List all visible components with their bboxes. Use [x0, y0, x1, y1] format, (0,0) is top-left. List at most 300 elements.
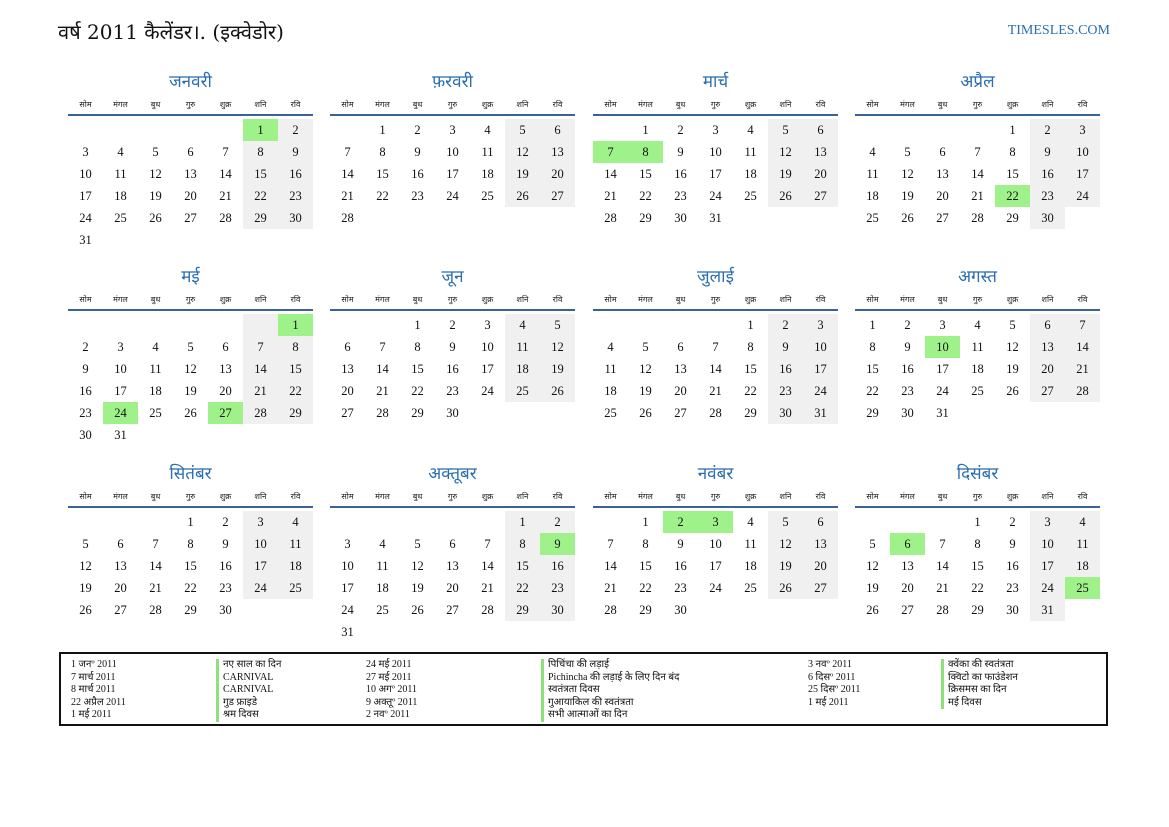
day-cell: 9	[768, 336, 803, 358]
day-cell: 14	[341, 167, 354, 181]
holiday-name: सभी आत्माओं का दिन	[541, 709, 679, 722]
month-calendar	[330, 462, 575, 643]
day-cell: 27	[114, 603, 127, 617]
day-cell: 2	[677, 123, 684, 137]
day-cell: 20	[114, 581, 127, 595]
day-cell: 29	[243, 207, 278, 229]
day-cell: 21	[604, 189, 617, 203]
day-cell: 28	[341, 211, 354, 225]
day-cell: 9	[677, 537, 684, 551]
day-cell: 15	[278, 358, 313, 380]
day-cell: 18	[481, 167, 494, 181]
day-cell: 5	[642, 340, 649, 354]
day-cell: 7	[379, 340, 386, 354]
day-cell: 13	[674, 362, 687, 376]
day-cell: 5	[1009, 318, 1016, 332]
day-cell: 26	[1006, 384, 1019, 398]
day-cell: 10	[481, 340, 494, 354]
weekday-label: रवि	[552, 492, 563, 501]
day-cell: 25	[505, 380, 540, 402]
day-cell: 9	[414, 145, 421, 159]
day-cell: 3	[803, 314, 838, 336]
weekday-label: सोम	[79, 100, 92, 109]
day-cell: 17	[709, 167, 722, 181]
day-cell: 31	[79, 233, 92, 247]
day-cell: 29	[411, 406, 424, 420]
day-cell: 9	[904, 340, 911, 354]
day-cell: 1	[974, 515, 981, 529]
day-cell: 15	[505, 555, 540, 577]
day-cell: 1	[747, 318, 754, 332]
day-cell: 8	[243, 141, 278, 163]
day-cell: 27	[936, 211, 949, 225]
holiday-day-cell: 22	[995, 185, 1030, 207]
day-cell: 23	[219, 581, 232, 595]
weekday-label: मंगल	[900, 295, 915, 304]
day-cell: 25	[481, 189, 494, 203]
empty-cell	[593, 314, 628, 336]
holiday-name: नए साल का दिन	[216, 659, 281, 672]
day-cell: 16	[278, 163, 313, 185]
day-cell: 13	[803, 141, 838, 163]
day-cell: 12	[149, 167, 162, 181]
day-cell: 25	[744, 581, 757, 595]
day-cell: 11	[149, 362, 162, 376]
empty-cell	[365, 511, 400, 533]
weekday-label: बुध	[150, 100, 161, 109]
day-cell: 8	[379, 145, 386, 159]
day-cell: 5	[768, 511, 803, 533]
day-cell: 3	[449, 123, 456, 137]
day-cell: 7	[484, 537, 491, 551]
day-cell: 15	[1006, 167, 1019, 181]
holiday-name: श्रम दिवस	[216, 709, 281, 722]
day-cell: 31	[803, 402, 838, 424]
day-cell: 6	[187, 145, 194, 159]
empty-cell	[173, 314, 208, 336]
day-cell: 30	[1006, 603, 1019, 617]
day-cell: 15	[866, 362, 879, 376]
weekday-label: रवि	[815, 100, 826, 109]
day-cell: 11	[481, 145, 494, 159]
day-cell: 23	[540, 577, 575, 599]
empty-cell	[960, 119, 995, 141]
day-cell: 17	[936, 362, 949, 376]
month-name: मार्च	[702, 72, 729, 92]
holiday-day-cell: 7	[593, 141, 628, 163]
day-cell: 1	[187, 515, 194, 529]
weekday-label: सोम	[866, 492, 879, 501]
weekday-label: गुरु	[447, 492, 458, 501]
day-cell: 3	[117, 340, 124, 354]
day-cell: 20	[803, 163, 838, 185]
holiday-dates-column	[71, 659, 126, 722]
day-grid	[855, 314, 1100, 424]
day-cell: 15	[376, 167, 389, 181]
day-cell: 19	[540, 358, 575, 380]
weekday-label: रवि	[290, 295, 301, 304]
weekday-label: शुक्र	[481, 492, 494, 501]
empty-cell	[470, 511, 505, 533]
weekday-label: सोम	[604, 295, 617, 304]
day-cell: 10	[709, 537, 722, 551]
weekday-label: मंगल	[113, 100, 128, 109]
weekday-label: शुक्र	[219, 295, 232, 304]
day-cell: 26	[768, 185, 803, 207]
day-cell: 20	[341, 384, 354, 398]
day-cell: 26	[540, 380, 575, 402]
day-cell: 10	[341, 559, 354, 573]
holiday-day-cell: 24	[103, 402, 138, 424]
holiday-day-cell: 6	[890, 533, 925, 555]
day-cell: 31	[709, 211, 722, 225]
weekday-label: शुक्र	[219, 492, 232, 501]
site-link[interactable]: TIMESLES.COM	[1007, 23, 1110, 38]
day-cell: 20	[184, 189, 197, 203]
day-cell: 6	[449, 537, 456, 551]
day-cell: 30	[674, 603, 687, 617]
day-cell: 2	[278, 119, 313, 141]
day-cell: 10	[1065, 141, 1100, 163]
holiday-day-cell: 25	[1065, 577, 1100, 599]
day-cell: 9	[278, 141, 313, 163]
empty-cell	[330, 314, 365, 336]
holiday-names-column	[941, 659, 1018, 709]
holiday-day-cell: 1	[243, 119, 278, 141]
weekday-label: शनि	[516, 492, 529, 501]
weekday-label: रवि	[552, 100, 563, 109]
day-cell: 8	[869, 340, 876, 354]
day-cell: 7	[344, 145, 351, 159]
month-name: जून	[441, 267, 464, 287]
day-cell: 19	[639, 384, 652, 398]
day-cell: 15	[744, 362, 757, 376]
day-cell: 3	[712, 123, 719, 137]
empty-cell	[138, 314, 173, 336]
day-cell: 19	[768, 163, 803, 185]
day-cell: 23	[278, 185, 313, 207]
empty-cell	[208, 119, 243, 141]
day-cell: 6	[540, 119, 575, 141]
empty-cell	[593, 511, 628, 533]
day-cell: 25	[971, 384, 984, 398]
day-cell: 24	[243, 577, 278, 599]
empty-cell	[243, 314, 278, 336]
day-cell: 3	[1030, 511, 1065, 533]
holiday-list	[59, 652, 1108, 726]
month-calendar	[68, 70, 313, 251]
holiday-day-cell: 3	[698, 511, 733, 533]
day-cell: 30	[674, 211, 687, 225]
day-cell: 13	[446, 559, 459, 573]
day-cell: 18	[744, 167, 757, 181]
day-cell: 2	[82, 340, 89, 354]
day-cell: 5	[414, 537, 421, 551]
holiday-date: 9 अक्तूº 2011	[366, 696, 418, 708]
day-cell: 2	[1009, 515, 1016, 529]
month-calendar	[855, 265, 1100, 424]
month-name: दिसंबर	[956, 464, 999, 484]
weekday-label: रवि	[815, 295, 826, 304]
day-cell: 29	[278, 402, 313, 424]
day-cell: 3	[484, 318, 491, 332]
day-cell: 19	[149, 189, 162, 203]
month-calendar	[593, 462, 838, 621]
day-cell: 11	[278, 533, 313, 555]
day-cell: 20	[446, 581, 459, 595]
day-cell: 31	[1030, 599, 1065, 621]
day-cell: 13	[219, 362, 232, 376]
day-cell: 21	[149, 581, 162, 595]
months-grid	[68, 70, 1102, 650]
holiday-date: 7 मार्च 2011	[71, 671, 116, 683]
day-cell: 19	[768, 555, 803, 577]
day-cell: 13	[114, 559, 127, 573]
day-cell: 30	[278, 207, 313, 229]
weekday-label: मंगल	[900, 492, 915, 501]
weekday-label: शुक्र	[744, 295, 757, 304]
day-cell: 29	[639, 603, 652, 617]
weekday-label: सोम	[866, 100, 879, 109]
day-cell: 7	[243, 336, 278, 358]
day-cell: 23	[411, 189, 424, 203]
holiday-name: CARNIVAL	[216, 672, 281, 685]
day-cell: 18	[744, 559, 757, 573]
day-cell: 21	[709, 384, 722, 398]
day-cell: 13	[1030, 336, 1065, 358]
day-cell: 26	[901, 211, 914, 225]
day-cell: 1	[1009, 123, 1016, 137]
day-cell: 7	[607, 537, 614, 551]
weekday-label: सोम	[341, 492, 354, 501]
day-cell: 19	[79, 581, 92, 595]
day-cell: 8	[187, 537, 194, 551]
empty-cell	[68, 314, 103, 336]
empty-cell	[365, 314, 400, 336]
day-cell: 25	[149, 406, 162, 420]
day-cell: 16	[768, 358, 803, 380]
weekday-label: गुरु	[447, 100, 458, 109]
day-cell: 26	[639, 406, 652, 420]
holiday-name: मई दिवस	[941, 697, 1018, 710]
day-cell: 24	[709, 581, 722, 595]
weekday-label: बुध	[150, 492, 161, 501]
day-cell: 22	[505, 577, 540, 599]
day-cell: 6	[677, 340, 684, 354]
day-cell: 24	[481, 384, 494, 398]
month-calendar	[593, 70, 838, 229]
weekday-label: रवि	[815, 492, 826, 501]
day-cell: 10	[709, 145, 722, 159]
day-cell: 11	[744, 145, 757, 159]
day-cell: 8	[505, 533, 540, 555]
day-cell: 30	[1030, 207, 1065, 229]
day-cell: 17	[1030, 555, 1065, 577]
empty-cell	[890, 511, 925, 533]
day-cell: 12	[540, 336, 575, 358]
day-cell: 22	[639, 189, 652, 203]
day-cell: 1	[505, 511, 540, 533]
day-cell: 22	[744, 384, 757, 398]
day-cell: 28	[604, 211, 617, 225]
day-cell: 11	[604, 362, 617, 376]
day-cell: 17	[79, 189, 92, 203]
day-cell: 7	[1065, 314, 1100, 336]
day-grid	[330, 511, 575, 643]
empty-cell	[698, 314, 733, 336]
day-cell: 16	[79, 384, 92, 398]
weekday-header	[330, 98, 575, 116]
day-cell: 11	[744, 537, 757, 551]
day-cell: 6	[939, 145, 946, 159]
day-cell: 2	[904, 318, 911, 332]
weekday-label: शनि	[1041, 295, 1054, 304]
day-cell: 21	[936, 581, 949, 595]
day-cell: 20	[803, 555, 838, 577]
day-cell: 19	[184, 384, 197, 398]
empty-cell	[855, 511, 890, 533]
day-cell: 5	[82, 537, 89, 551]
day-cell: 3	[243, 511, 278, 533]
weekday-label: बुध	[937, 100, 948, 109]
weekday-header	[593, 98, 838, 116]
day-cell: 29	[1006, 211, 1019, 225]
day-cell: 23	[768, 380, 803, 402]
day-cell: 20	[936, 189, 949, 203]
day-cell: 30	[768, 402, 803, 424]
day-cell: 25	[744, 189, 757, 203]
holiday-date: 1 जनº 2011	[71, 659, 117, 670]
day-cell: 12	[901, 167, 914, 181]
month-calendar	[68, 265, 313, 446]
day-cell: 13	[901, 559, 914, 573]
weekday-label: रवि	[552, 295, 563, 304]
weekday-label: शनि	[254, 492, 267, 501]
day-cell: 24	[1065, 185, 1100, 207]
empty-cell	[925, 511, 960, 533]
day-cell: 21	[243, 380, 278, 402]
day-cell: 13	[803, 533, 838, 555]
weekday-label: बुध	[937, 295, 948, 304]
holiday-date: 3 नवº 2011	[808, 659, 852, 670]
day-cell: 18	[866, 189, 879, 203]
day-cell: 10	[446, 145, 459, 159]
day-cell: 23	[446, 384, 459, 398]
day-cell: 4	[607, 340, 614, 354]
weekday-header	[68, 98, 313, 116]
weekday-label: गुरु	[972, 492, 983, 501]
day-cell: 24	[709, 189, 722, 203]
weekday-label: गुरु	[447, 295, 458, 304]
day-cell: 21	[341, 189, 354, 203]
day-cell: 28	[376, 406, 389, 420]
day-cell: 28	[709, 406, 722, 420]
day-cell: 31	[341, 625, 354, 639]
day-cell: 4	[1065, 511, 1100, 533]
day-cell: 4	[379, 537, 386, 551]
day-cell: 17	[341, 581, 354, 595]
day-cell: 22	[376, 189, 389, 203]
weekday-label: मंगल	[638, 295, 653, 304]
empty-cell	[890, 119, 925, 141]
day-cell: 16	[411, 167, 424, 181]
day-cell: 28	[243, 402, 278, 424]
day-cell: 7	[152, 537, 159, 551]
day-cell: 30	[901, 406, 914, 420]
weekday-label: गुरु	[710, 492, 721, 501]
weekday-label: शुक्र	[481, 100, 494, 109]
holiday-date: 1 मई 2011	[71, 709, 112, 720]
day-cell: 16	[674, 167, 687, 181]
day-cell: 9	[449, 340, 456, 354]
day-cell: 6	[803, 511, 838, 533]
weekday-header	[330, 490, 575, 508]
day-cell: 7	[974, 145, 981, 159]
day-cell: 5	[187, 340, 194, 354]
day-cell: 21	[1065, 358, 1100, 380]
day-cell: 18	[278, 555, 313, 577]
weekday-label: गुरु	[185, 295, 196, 304]
weekday-label: शनि	[779, 492, 792, 501]
weekday-label: शुक्र	[744, 100, 757, 109]
day-cell: 19	[866, 581, 879, 595]
day-cell: 21	[376, 384, 389, 398]
holiday-dates-column	[366, 659, 417, 722]
day-cell: 15	[971, 559, 984, 573]
day-cell: 6	[117, 537, 124, 551]
day-cell: 4	[974, 318, 981, 332]
weekday-label: मंगल	[113, 295, 128, 304]
day-cell: 15	[184, 559, 197, 573]
day-cell: 6	[222, 340, 229, 354]
weekday-header	[855, 293, 1100, 311]
weekday-label: सोम	[341, 295, 354, 304]
day-cell: 4	[505, 314, 540, 336]
weekday-label: बुध	[675, 492, 686, 501]
day-cell: 29	[744, 406, 757, 420]
day-cell: 27	[803, 185, 838, 207]
weekday-label: गुरु	[185, 492, 196, 501]
day-cell: 17	[243, 555, 278, 577]
day-cell: 27	[540, 185, 575, 207]
day-cell: 20	[219, 384, 232, 398]
weekday-label: शुक्र	[219, 100, 232, 109]
weekday-label: गुरु	[710, 295, 721, 304]
day-cell: 16	[674, 559, 687, 573]
month-name: सितंबर	[169, 464, 212, 484]
day-grid	[68, 314, 313, 446]
day-cell: 4	[747, 515, 754, 529]
day-cell: 16	[1006, 559, 1019, 573]
day-cell: 9	[1009, 537, 1016, 551]
weekday-header	[593, 490, 838, 508]
day-cell: 28	[219, 211, 232, 225]
weekday-label: शनि	[1041, 492, 1054, 501]
day-cell: 23	[79, 406, 92, 420]
day-cell: 18	[114, 189, 127, 203]
weekday-label: शुक्र	[744, 492, 757, 501]
empty-cell	[330, 511, 365, 533]
empty-cell	[663, 314, 698, 336]
weekday-header	[330, 293, 575, 311]
weekday-label: बुध	[150, 295, 161, 304]
day-grid	[330, 119, 575, 229]
day-cell: 14	[936, 559, 949, 573]
day-cell: 27	[901, 603, 914, 617]
day-cell: 14	[604, 167, 617, 181]
day-cell: 18	[505, 358, 540, 380]
day-cell: 8	[747, 340, 754, 354]
